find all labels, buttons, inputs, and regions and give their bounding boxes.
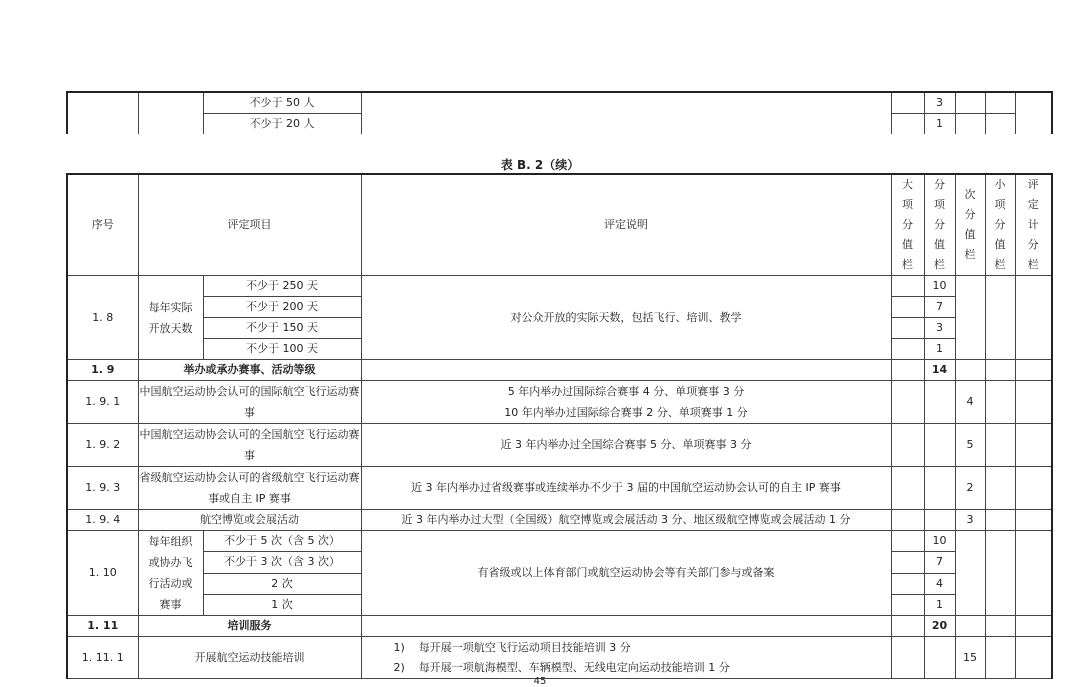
row-group: 每年实际开放天数 [148,300,193,335]
option-label: 不少于 5 次（含 5 次） [203,531,361,552]
row-seq: 1. 11. 1 [67,637,138,679]
sub-value: 15 [955,637,985,679]
list-number: 2) [393,660,405,674]
row-seq: 1. 9. 1 [67,381,138,424]
score-value: 7 [924,297,955,318]
sub-value: 3 [955,510,985,531]
header-big: 大项分值栏 [902,178,913,271]
score-value: 7 [924,552,955,573]
desc-line: 10 年内举办过国际综合赛事 2 分、单项赛事 1 分 [504,406,748,419]
header-score: 分项分值栏 [934,178,945,271]
desc-line: 5 年内举办过国际综合赛事 4 分、单项赛事 3 分 [507,385,745,398]
row-group: 每年组织或协办飞行活动或赛事 [148,535,193,611]
score-value: 4 [924,573,955,594]
score-value: 1 [924,114,955,135]
score-value: 3 [924,318,955,339]
header-item: 评定项目 [138,174,361,276]
row-seq: 1. 9. 4 [67,510,138,531]
table-row [67,531,1052,552]
row-item: 中国航空运动协会认可的全国航空飞行运动赛事 [138,424,361,467]
page-number: 45 [533,676,547,687]
row-desc: 对公众开放的实际天数，包括飞行、培训、教学 [361,276,891,360]
option-label: 不少于 100 天 [203,339,361,360]
table-row [67,360,1052,381]
sub-value: 2 [955,467,985,510]
row-item: 省级航空运动协会认可的省级航空飞行运动赛事或自主 IP 赛事 [138,467,361,510]
score-value: 14 [924,360,955,381]
score-value: 10 [924,276,955,297]
option-label: 不少于 200 天 [203,297,361,318]
list-number: 1) [393,640,405,654]
row-item: 中国航空运动协会认可的国际航空飞行运动赛事 [138,381,361,424]
desc-line: 每开展一项航空飞行运动项目技能培训 3 分 [418,640,631,654]
row-title: 举办或承办赛事、活动等级 [138,360,361,381]
table-row [67,467,1052,510]
table-row [67,276,1052,297]
row-item: 开展航空运动技能培训 [138,637,361,679]
table-row [67,424,1052,467]
top-table [66,91,1053,134]
main-table [66,173,1053,679]
row-desc: 近 3 年内举办过大型（全国级）航空博览或会展活动 3 分、地区级航空博览或会展活动 1 分 [361,510,891,531]
row-desc: 近 3 年内举办过省级赛事或连续举办不少于 3 届的中国航空运动协会认可的自主 IP 赛事 [361,467,891,510]
option-label: 不少于 50 人 [203,92,361,114]
sub-value: 4 [955,381,985,424]
table-header-row [67,174,1052,276]
row-seq: 1. 9 [67,360,138,381]
row-seq: 1. 10 [67,531,138,616]
table-row [67,637,1052,679]
row-item: 航空博览或会展活动 [138,510,361,531]
header-seq: 序号 [67,174,138,276]
header-eval: 评定计分栏 [1027,178,1039,271]
score-value: 1 [924,339,955,360]
table-row [67,92,1052,114]
table-row [67,616,1052,637]
header-small: 小项分值栏 [994,178,1006,271]
option-label: 不少于 3 次（含 3 次） [203,552,361,573]
option-label: 不少于 150 天 [203,318,361,339]
option-label: 2 次 [203,573,361,594]
row-seq: 1. 9. 2 [67,424,138,467]
option-label: 1 次 [203,594,361,615]
desc-line: 每开展一项航海模型、车辆模型、无线电定向运动技能培训 1 分 [418,660,730,674]
row-title: 培训服务 [138,616,361,637]
score-value: 3 [924,92,955,114]
row-desc: 近 3 年内举办过全国综合赛事 5 分、单项赛事 3 分 [361,424,891,467]
sub-value: 5 [955,424,985,467]
table-caption: 表 B. 2（续） [500,158,580,172]
option-label: 不少于 250 天 [203,276,361,297]
row-desc: 有省级或以上体育部门或航空运动协会等有关部门参与或备案 [361,531,891,616]
header-desc: 评定说明 [361,174,891,276]
score-value: 20 [924,616,955,637]
table-row [67,381,1052,424]
option-label: 不少于 20 人 [203,114,361,135]
score-value: 10 [924,531,955,552]
row-seq: 1. 9. 3 [67,467,138,510]
row-seq: 1. 8 [67,276,138,360]
row-seq: 1. 11 [67,616,138,637]
header-sub: 次分值栏 [964,188,976,261]
table-row [67,510,1052,531]
score-value: 1 [924,594,955,615]
